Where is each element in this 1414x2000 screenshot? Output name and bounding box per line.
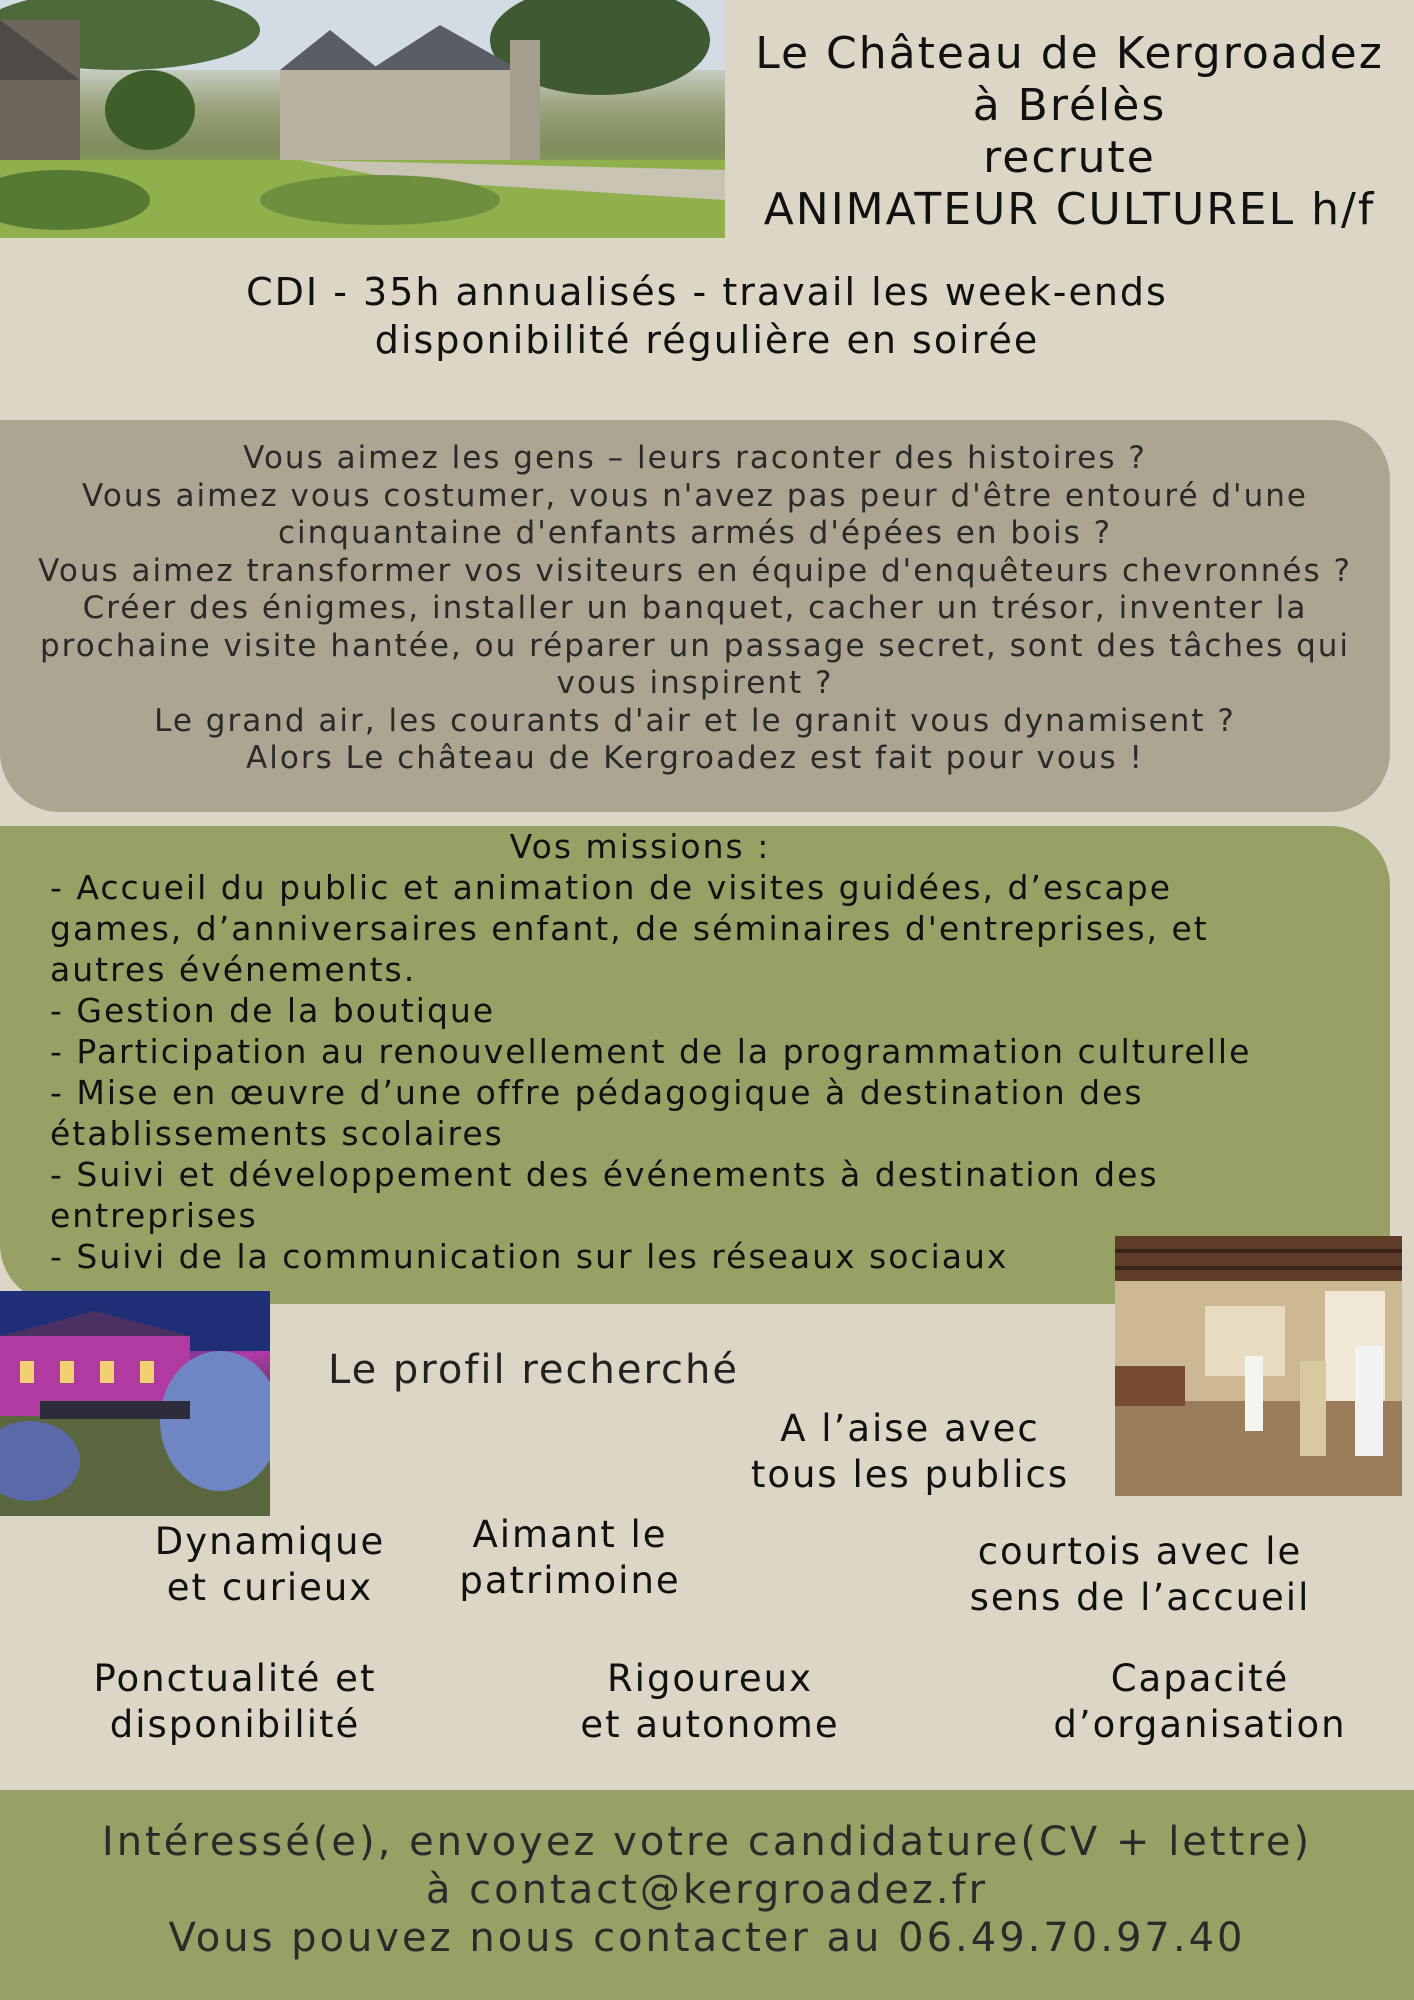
application-line: Intéressé(e), envoyez votre candidature(CV + lettre) xyxy=(101,1819,1313,1865)
contract-line: CDI - 35h annualisés - travail les week-ends xyxy=(246,270,1168,314)
castle-hall-photo xyxy=(1115,1236,1402,1496)
title-line-recruits: recrute xyxy=(983,132,1156,183)
mission-line: - Suivi et développement des événements à destination des xyxy=(50,1155,1159,1194)
title-line-position: ANIMATEUR CULTUREL h/f xyxy=(763,184,1376,235)
missions-box xyxy=(0,826,1390,1304)
page-title xyxy=(725,28,1414,236)
mission-line: games, d’anniversaires enfant, de séminaires d'entreprises, et xyxy=(50,909,1209,948)
contact-footer xyxy=(0,1790,1414,2000)
trait-line: et curieux xyxy=(166,1566,374,1609)
title-line-castle: Le Château de Kergroadez xyxy=(755,28,1384,79)
mission-line: - Accueil du public et animation de visites guidées, d’escape xyxy=(50,868,1172,907)
mission-line: - Suivi de la communication sur les réseaux sociaux xyxy=(50,1237,1009,1276)
intro-box xyxy=(0,420,1390,812)
intro-line: Le grand air, les courants d'air et le granit vous dynamisent ? xyxy=(154,702,1236,739)
mission-line: établissements scolaires xyxy=(50,1114,504,1153)
intro-line: Vous aimez transformer vos visiteurs en équipe d'enquêteurs chevronnés ? xyxy=(38,552,1352,589)
castle-photo xyxy=(0,0,725,238)
profile-title: Le profil recherché xyxy=(328,1347,740,1393)
trait-patrimoine xyxy=(420,1512,720,1604)
trait-line: Rigoureux xyxy=(606,1657,814,1700)
trait-line: A l’aise avec xyxy=(780,1407,1040,1450)
trait-line: Aimant le xyxy=(472,1513,668,1556)
email-line[interactable]: à contact@kergroadez.fr xyxy=(425,1867,989,1913)
missions-title: Vos missions : xyxy=(509,827,771,866)
trait-line: d’organisation xyxy=(1053,1703,1347,1746)
intro-line: Alors Le château de Kergroadez est fait pour vous ! xyxy=(246,740,1144,776)
trait-rigoureux xyxy=(540,1656,880,1748)
trait-publics xyxy=(700,1406,1120,1498)
trait-line: courtois avec le xyxy=(977,1530,1303,1573)
mission-line: - Mise en œuvre d’une offre pédagogique à destination des xyxy=(50,1073,1144,1112)
trait-line: patrimoine xyxy=(459,1559,681,1602)
trait-dynamique xyxy=(130,1519,410,1611)
trait-organisation xyxy=(1020,1656,1380,1748)
trait-line: Dynamique xyxy=(154,1520,386,1563)
contract-details xyxy=(0,268,1414,364)
intro-line: Vous aimez les gens – leurs raconter des histoires ? xyxy=(243,440,1147,476)
trait-line: Capacité xyxy=(1110,1657,1290,1700)
title-line-location: à Brélès xyxy=(972,80,1167,131)
intro-line: Créer des énigmes, installer un banquet, cacher un trésor, inventer la xyxy=(82,590,1308,626)
mission-line: - Gestion de la boutique xyxy=(50,991,496,1030)
night-event-photo xyxy=(0,1291,270,1516)
phone-line[interactable]: Vous pouvez nous contacter au 06.49.70.97.40 xyxy=(168,1915,1246,1961)
availability-line: disponibilité régulière en soirée xyxy=(374,318,1040,362)
trait-courtois xyxy=(925,1529,1355,1621)
trait-line: et autonome xyxy=(580,1703,840,1746)
trait-ponctualite xyxy=(40,1656,430,1748)
mission-line: autres événements. xyxy=(50,950,417,989)
trait-line: sens de l’accueil xyxy=(969,1576,1311,1619)
mission-line: entreprises xyxy=(50,1196,258,1235)
intro-line: vous inspirent ? xyxy=(556,665,834,701)
trait-line: Ponctualité et xyxy=(93,1657,377,1700)
intro-line: Vous aimez vous costumer, vous n'avez pas peur d'être entouré d'une xyxy=(82,477,1308,514)
mission-line: - Participation au renouvellement de la programmation culturelle xyxy=(50,1032,1252,1071)
trait-line: tous les publics xyxy=(750,1453,1070,1496)
intro-line: cinquantaine d'enfants armés d'épées en bois ? xyxy=(277,515,1113,551)
trait-line: disponibilité xyxy=(109,1703,361,1746)
intro-line: prochaine visite hantée, ou réparer un passage secret, sont des tâches qui xyxy=(39,627,1351,664)
